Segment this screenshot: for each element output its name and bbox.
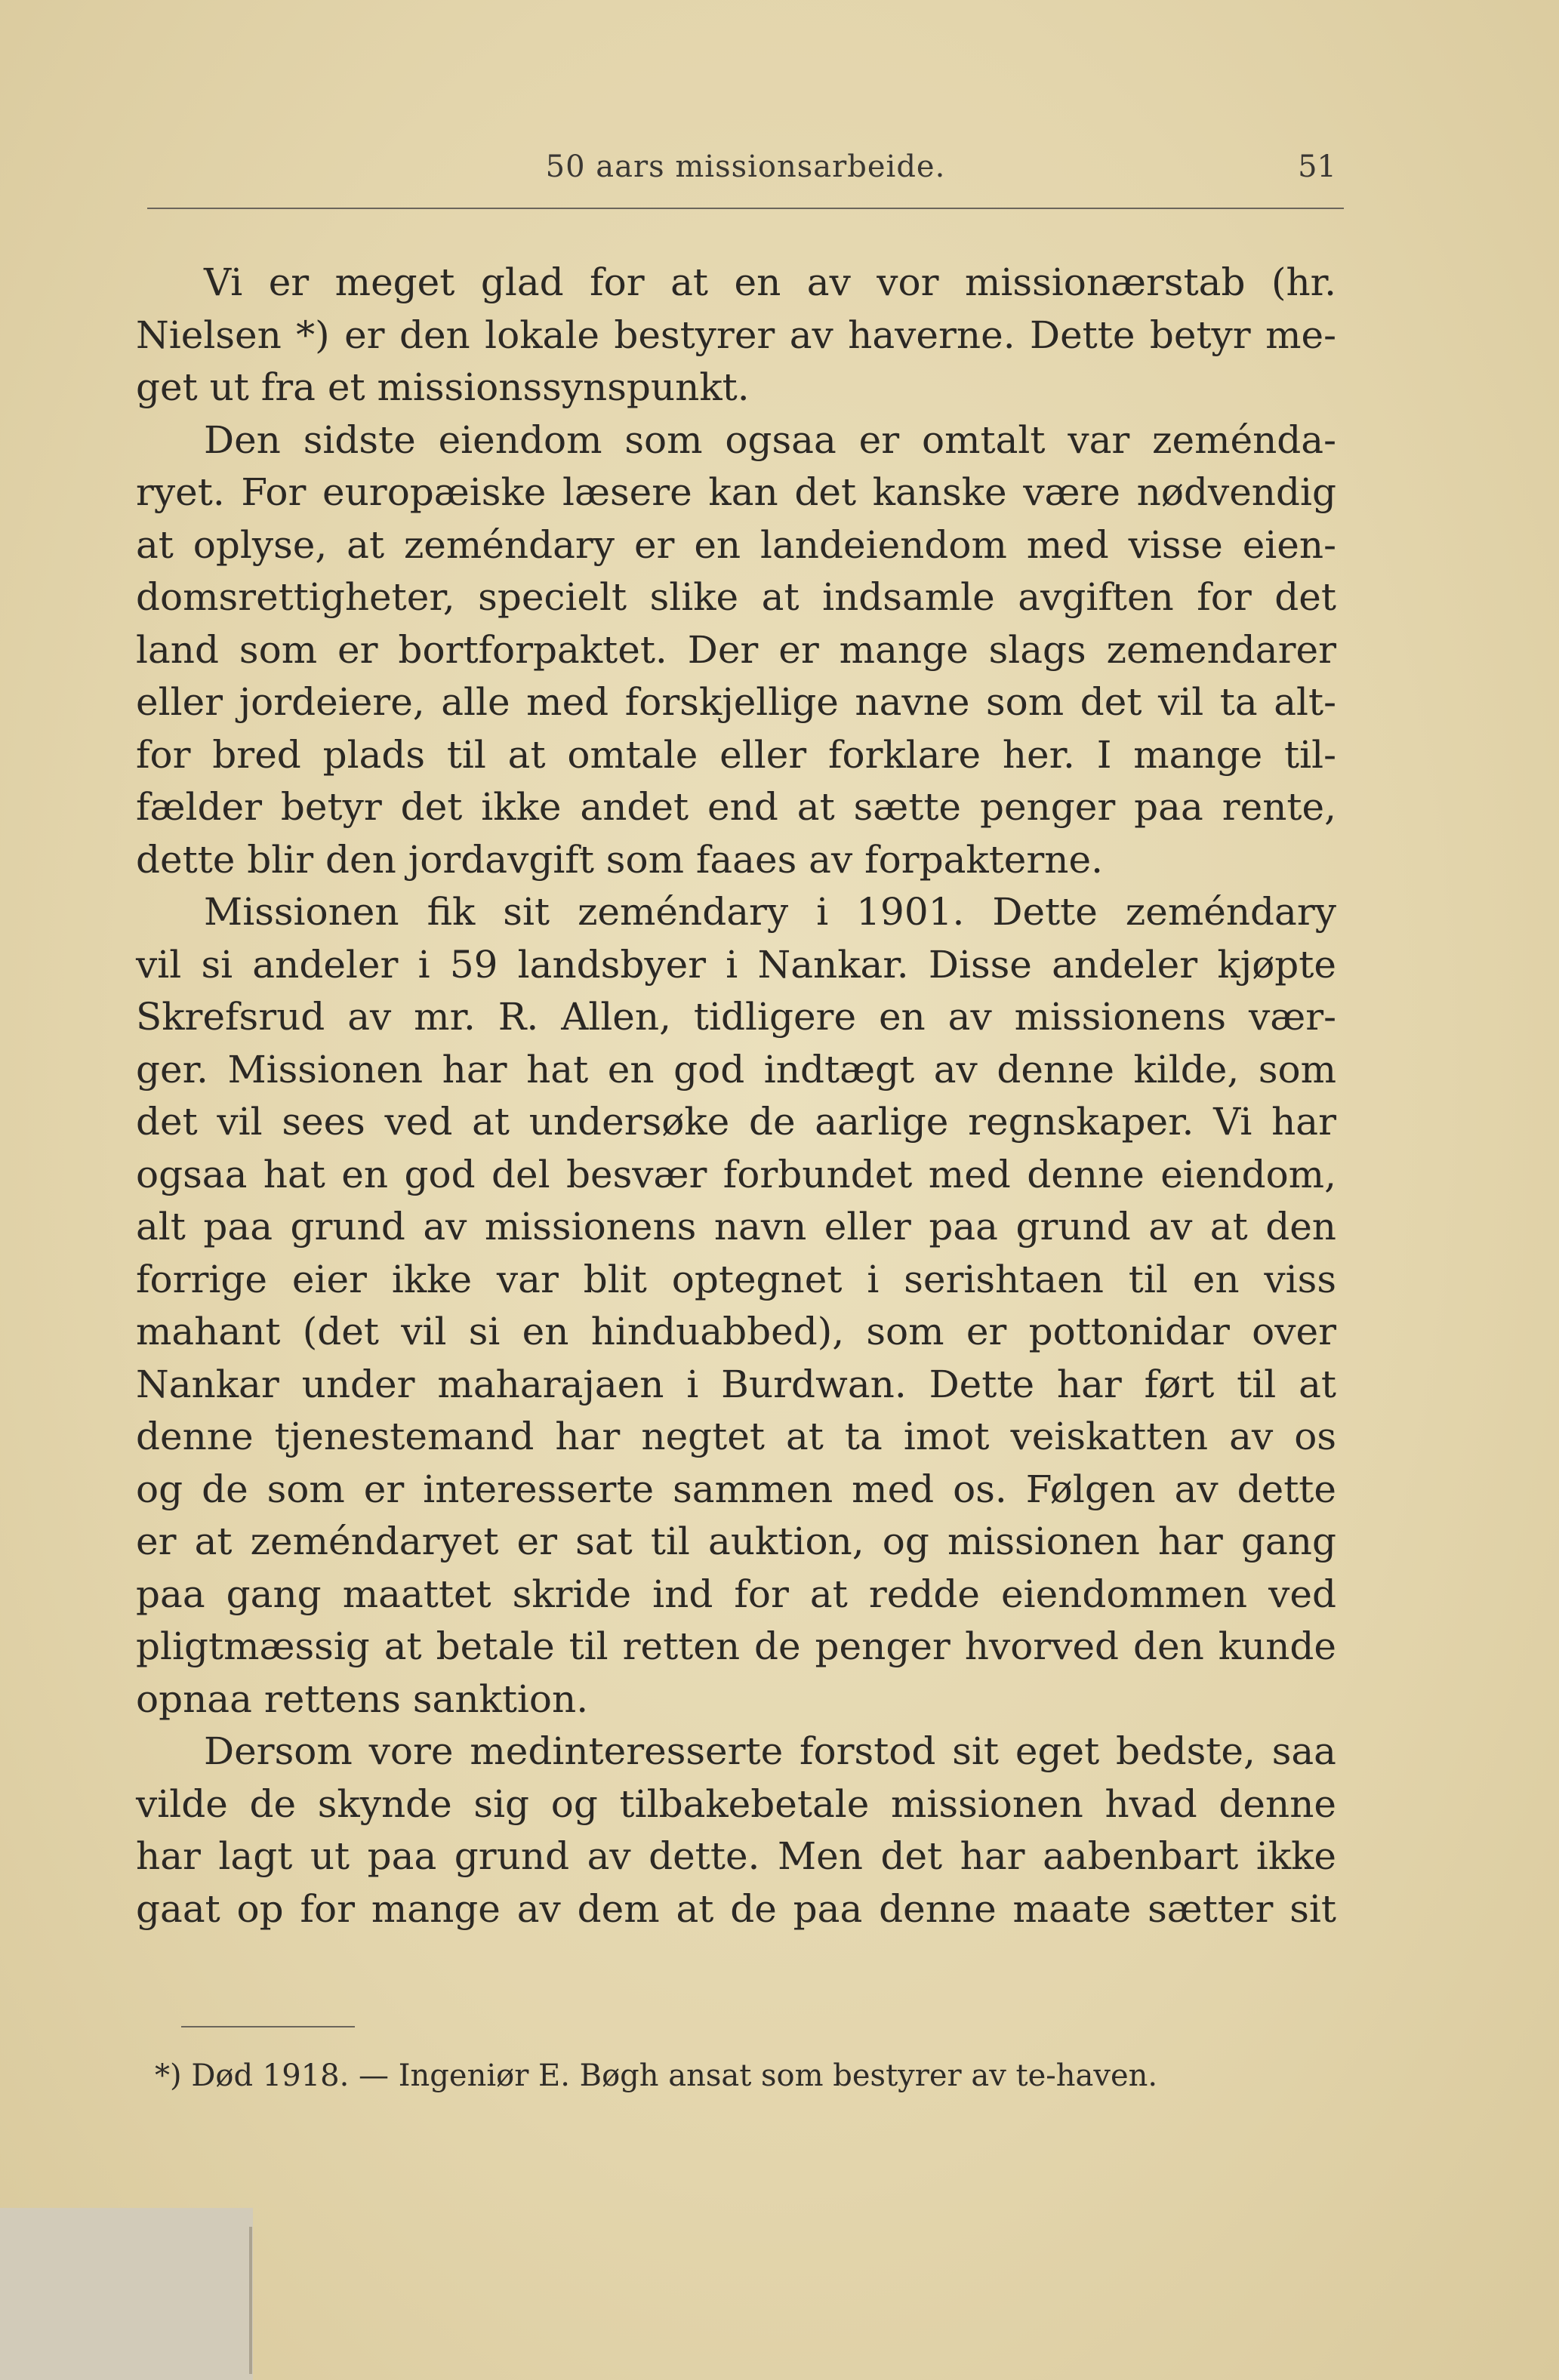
paragraph-3 (136, 886, 1336, 1726)
text-line: Missionen fik sit zeméndary i 1901. Dette zeméndary (204, 890, 1336, 934)
paragraph-2 (136, 414, 1336, 887)
text-line: Den sidste eiendom som ogsaa er omtalt var zeménda- (204, 417, 1336, 462)
text-line: ryet. For europæiske læsere kan det kanske være nødvendig (136, 470, 1336, 514)
text-line: paa gang maattet skride ind for at redde eiendommen ved (136, 1572, 1336, 1616)
text-line: land som er bortforpaktet. Der er mange slags zemendarer (136, 627, 1336, 672)
text-line: ogsaa hat en god del besvær forbundet med denne eiendom, (136, 1152, 1336, 1196)
text-line: Nankar under maharajaen i Burdwan. Dette har ført til at (136, 1362, 1336, 1406)
text-line: domsrettigheter, specielt slike at indsamle avgiften for det (136, 575, 1336, 619)
body-text (136, 257, 1336, 1935)
text-line: Skrefsrud av mr. R. Allen, tidligere en av missionens vær- (136, 995, 1336, 1039)
text-line: opnaa rettens sanktion. (136, 1676, 589, 1721)
stamp-edge (249, 2227, 252, 2374)
text-line: Nielsen *) er den lokale bestyrer av haverne. Dette betyr me- (136, 313, 1336, 357)
library-stamp (0, 2208, 253, 2380)
text-line: pligtmæssig at betale til retten de penger hvorved den kunde (136, 1624, 1336, 1668)
text-line: ger. Missionen har hat en god indtægt av denne kilde, som (136, 1047, 1336, 1091)
text-line: vil si andeler i 59 landsbyer i Nankar. Disse andeler kjøpte (136, 942, 1336, 987)
text-line: forrige eier ikke var blit optegnet i serishtaen til en viss (136, 1257, 1336, 1301)
page-number: 51 (1298, 149, 1336, 184)
text-line: get ut fra et missionssynspunkt. (136, 365, 750, 409)
text-line: eller jordeiere, alle med forskjellige navne som det vil ta alt- (136, 680, 1336, 724)
running-title: 50 aars missionsarbeide. (545, 149, 946, 184)
text-line: denne tjenestemand har negtet at ta imot veiskatten av os (136, 1415, 1336, 1458)
running-head (147, 149, 1344, 195)
text-line: for bred plads til at omtale eller forklare her. I mange til- (136, 732, 1336, 777)
text-line: mahant (det vil si en hinduabbed), som er pottonidar over (136, 1310, 1336, 1353)
text-line: Vi er meget glad for at en av vor missionærstab (hr. (204, 260, 1336, 304)
footnote: *) Død 1918. — Ingeniør E. Bøgh ansat som bestyrer av te-haven. (155, 2058, 1158, 2093)
text-line: Dersom vore medinteresserte forstod sit eget bedste, saa (204, 1729, 1336, 1773)
text-line: at oplyse, at zeméndary er en landeiendom med visse eien- (136, 522, 1336, 567)
text-line: har lagt ut paa grund av dette. Men det har aabenbart ikke (136, 1834, 1336, 1878)
text-line: det vil sees ved at undersøke de aarlige regnskaper. Vi har (136, 1100, 1336, 1144)
text-line: gaat op for mange av dem at de paa denne maate sætter sit (136, 1886, 1336, 1931)
footnote-rule (181, 2026, 355, 2027)
paragraph-4 (136, 1726, 1336, 1935)
text-line: og de som er interesserte sammen med os. Følgen av dette (136, 1467, 1336, 1511)
text-line: fælder betyr det ikke andet end at sætte penger paa rente, (136, 785, 1336, 829)
text-line: alt paa grund av missionens navn eller paa grund av at den (136, 1205, 1336, 1248)
header-rule (147, 208, 1344, 209)
text-line: dette blir den jordavgift som faaes av forpakterne. (136, 837, 1103, 882)
text-line: vilde de skynde sig og tilbakebetale missionen hvad denne (136, 1781, 1336, 1826)
paragraph-1 (136, 257, 1336, 414)
text-line: er at zeméndaryet er sat til auktion, og missionen har gang (136, 1519, 1336, 1563)
